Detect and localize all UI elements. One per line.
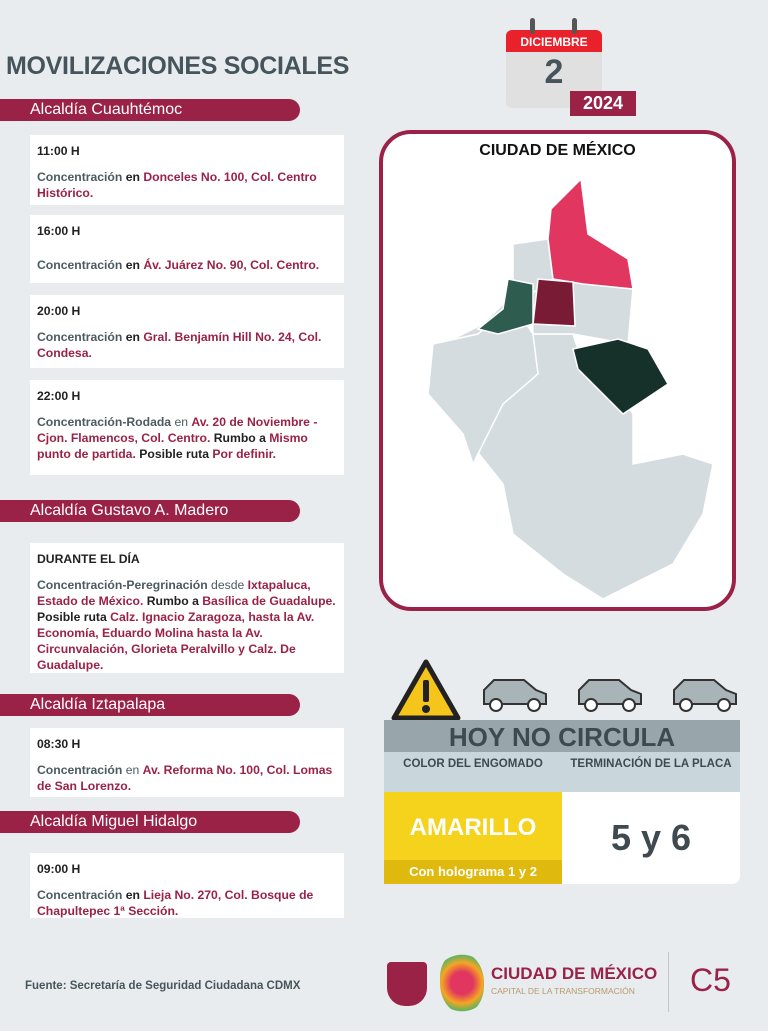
event-card <box>30 543 344 673</box>
event-text-segment: en <box>125 888 144 902</box>
alcaldia-header: Alcaldía Cuauhtémoc <box>0 99 300 121</box>
event-time: 22:00 H <box>37 389 81 403</box>
event-description <box>37 257 337 273</box>
event-time: 08:30 H <box>37 737 81 751</box>
event-text-segment: en <box>125 763 143 777</box>
cdmx-shield-logo <box>387 962 427 1006</box>
event-text-segment: Concentración <box>37 888 126 902</box>
event-description <box>37 577 337 673</box>
event-text-segment: Concentración <box>37 258 126 272</box>
event-description <box>37 329 337 361</box>
event-text-segment: Donceles No. 100, Col. Centro Histórico. <box>37 170 317 200</box>
divider <box>668 952 669 1012</box>
event-text-segment: Concentración <box>37 330 126 344</box>
event-text-segment: en <box>125 330 144 344</box>
holograma-label: Con holograma 1 y 2 <box>384 860 562 884</box>
event-text-segment: Concentración-Rodada <box>37 415 175 429</box>
hnc-col-color: COLOR DEL ENGOMADO <box>403 758 543 770</box>
event-text-segment: Por definir. <box>212 447 277 461</box>
event-text-segment: Ixtapaluca, Estado de México. <box>37 578 311 608</box>
hnc-title: HOY NO CIRCULA <box>384 720 740 752</box>
event-time: 20:00 H <box>37 304 81 318</box>
event-text-segment: Mismo punto de partida. <box>37 431 308 461</box>
event-text-segment: Concentración-Peregrinación <box>37 578 212 592</box>
engomado-color <box>384 792 562 884</box>
event-text-segment: Posible ruta <box>37 610 111 624</box>
calendar-icon <box>506 18 624 113</box>
hoy-no-circula-panel <box>384 720 740 884</box>
event-text-segment: Gral. Benjamín Hill No. 24, Col. Condesa. <box>37 330 322 360</box>
event-text-segment: Av. Reforma No. 100, Col. Lomas de San Lorenzo. <box>37 763 333 793</box>
event-time: DURANTE EL DÍA <box>37 552 140 566</box>
event-time: 16:00 H <box>37 224 81 238</box>
car-icon <box>575 676 645 714</box>
event-text-segment: Av. 20 de Noviembre - Cjon. Flamencos, Col. Centro. <box>37 415 318 445</box>
event-time: 11:00 H <box>37 144 80 158</box>
map-region-cuauhtemoc <box>533 279 575 326</box>
event-card <box>30 380 344 475</box>
event-description <box>37 414 337 462</box>
car-icon <box>480 676 550 714</box>
event-card <box>30 135 344 205</box>
event-text-segment: en <box>125 170 144 184</box>
event-description <box>37 887 337 919</box>
event-card <box>30 728 344 797</box>
event-text-segment: en <box>174 415 192 429</box>
event-text-segment: Posible ruta <box>139 447 213 461</box>
event-text-segment: Rumbo a <box>146 594 203 608</box>
event-text-segment: Concentración <box>37 170 126 184</box>
c5-logo: C5 <box>690 962 731 998</box>
event-card <box>30 295 344 368</box>
event-time: 09:00 H <box>37 862 81 876</box>
calendar-day: 2 <box>544 53 564 91</box>
alcaldia-header: Alcaldía Iztapalapa <box>0 694 300 716</box>
event-card <box>30 215 344 283</box>
source-text: Fuente: Secretaría de Seguridad Ciudadana CDMX <box>25 980 301 992</box>
event-text-segment: Rumbo a <box>213 431 270 445</box>
engomado-value: AMARILLO <box>409 814 537 841</box>
event-description <box>37 762 337 794</box>
cdmx-heart-logo <box>440 953 484 1013</box>
brand-tagline: CAPITAL DE LA TRANSFORMACIÓN <box>491 986 635 996</box>
alcaldia-header: Alcaldía Gustavo A. Madero <box>0 500 300 522</box>
event-text-segment: Áv. Juárez No. 90, Col. Centro. <box>143 258 320 272</box>
map-title: CIUDAD DE MÉXICO <box>479 142 636 159</box>
cdmx-map <box>383 134 732 607</box>
placa-value: 5 y 6 <box>562 792 740 884</box>
event-text-segment: desde <box>211 578 248 592</box>
alcaldia-header: Alcaldía Miguel Hidalgo <box>0 811 300 833</box>
event-text-segment: Concentración <box>37 763 126 777</box>
map-region-gam <box>548 179 633 289</box>
map-panel <box>379 130 736 611</box>
map-region-miguel-hidalgo <box>478 279 533 334</box>
event-description <box>37 169 337 201</box>
event-text-segment: Basílica de Guadalupe. <box>202 594 336 608</box>
calendar-year: 2024 <box>570 91 636 116</box>
page-title: MOVILIZACIONES SOCIALES <box>6 52 350 80</box>
event-text-segment: en <box>125 258 144 272</box>
event-text-segment: Lieja No. 270, Col. Bosque de Chapultepec 1ª Sección. <box>37 888 314 918</box>
hnc-col-placa: TERMINACIÓN DE LA PLACA <box>570 758 732 770</box>
event-text-segment: Calz. Ignacio Zaragoza, hasta la Av. Economía, Eduardo Molina hasta la Av. Circunvalación, Glorieta Peralvillo y Calz. De Guadalupe. <box>37 610 315 672</box>
car-icon <box>670 676 740 714</box>
calendar-month: DICIEMBRE <box>506 30 602 52</box>
event-card <box>30 853 344 918</box>
brand-name: CIUDAD DE MÉXICO <box>491 964 658 983</box>
warning-icon <box>390 658 462 722</box>
